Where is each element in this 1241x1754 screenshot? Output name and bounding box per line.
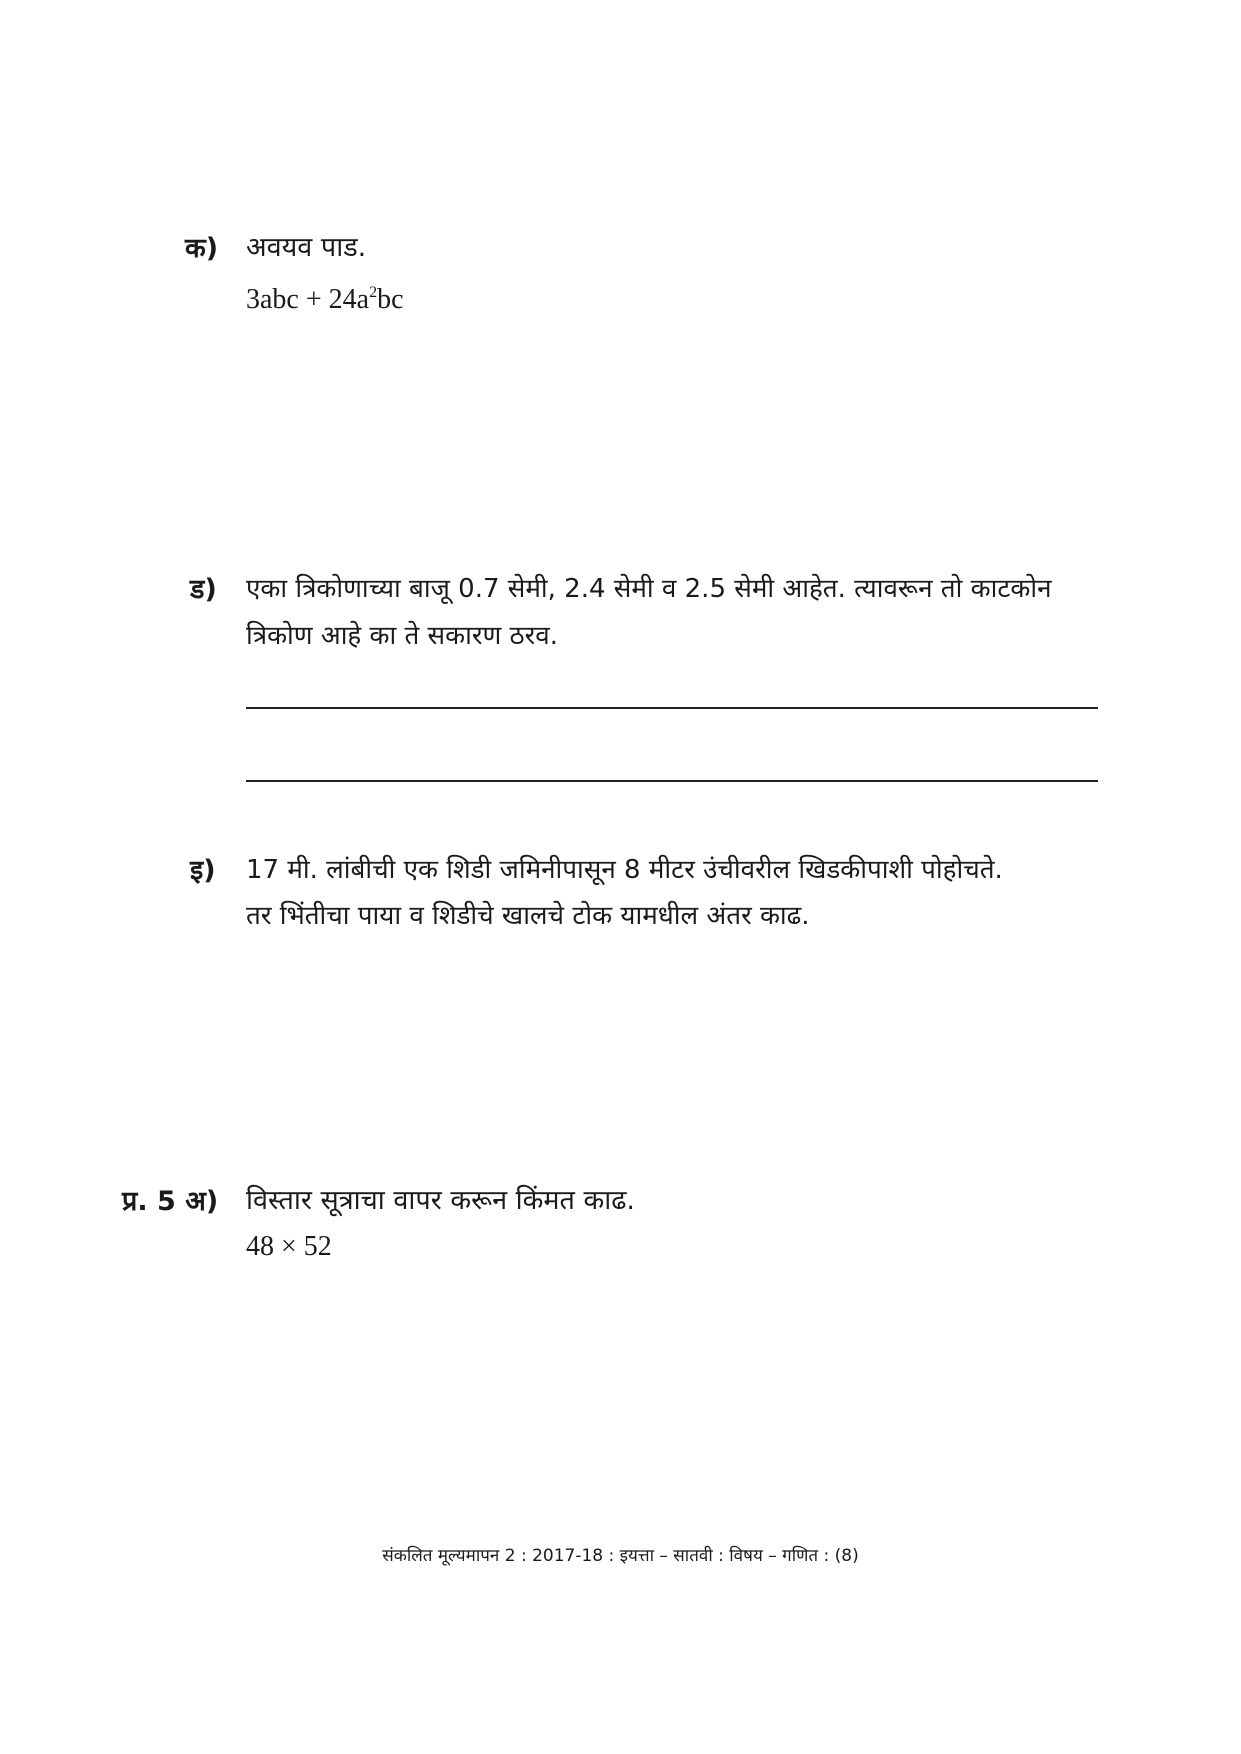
question-5a-instruction: विस्तार सूत्राचा वापर करून किंमत काढ. <box>246 1185 635 1216</box>
question-i-line1: 17 मी. लांबीची एक शिडी जमिनीपासून 8 मीटर उंचीवरील खिडकीपाशी पोहोचते. <box>246 855 1003 885</box>
answer-line-2 <box>246 780 1098 782</box>
expression-exponent: 2 <box>369 284 378 301</box>
page-footer: संकलित मूल्यमापन 2 : 2017-18 : इयत्ता – सातवी : विषय – गणित : (8) <box>382 1546 859 1566</box>
question-k-label: क) <box>185 233 219 264</box>
question-5a-expression: 48 × 52 <box>246 1231 332 1262</box>
question-5a-label: प्र. 5 अ) <box>122 1186 219 1217</box>
question-k-instruction: अवयव पाड. <box>246 232 367 263</box>
expression-part1: 3abc + 24a <box>246 284 370 315</box>
answer-line-1 <box>246 707 1098 709</box>
expression-part2: bc <box>377 284 404 315</box>
question-k-expression <box>246 285 404 314</box>
question-i-label: इ) <box>190 855 216 886</box>
question-d-line2: त्रिकोण आहे का ते सकारण ठरव. <box>246 621 558 651</box>
question-d-line1: एका त्रिकोणाच्या बाजू 0.7 सेमी, 2.4 सेमी व 2.5 सेमी आहेत. त्यावरून तो काटकोन <box>246 574 1052 604</box>
question-d-label: ड) <box>190 574 217 605</box>
question-i-line2: तर भिंतीचा पाया व शिडीचे खालचे टोक यामधील अंतर काढ. <box>246 901 810 931</box>
